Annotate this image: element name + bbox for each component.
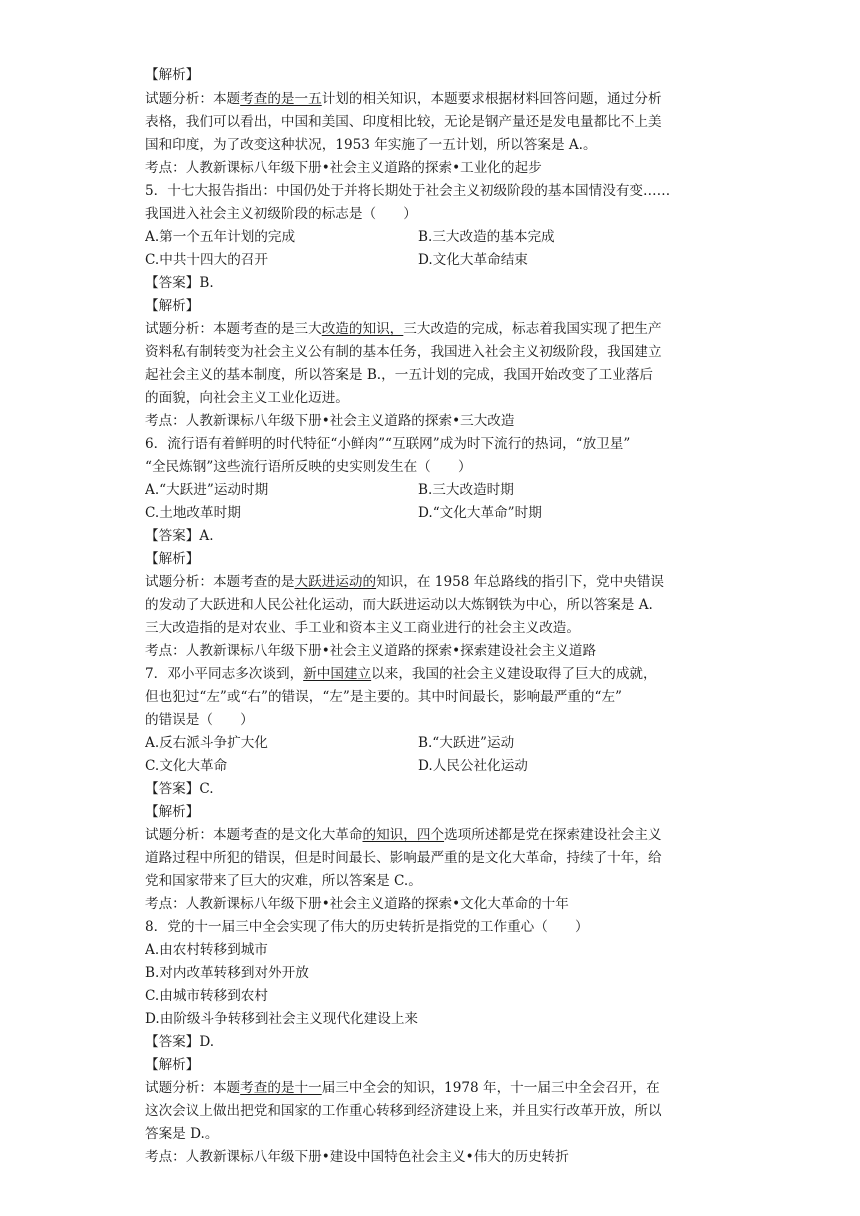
question-7-stem bbox=[145, 663, 725, 685]
text-span: 7．邓小平同志多次谈到， bbox=[145, 666, 304, 682]
analysis-paragraph bbox=[145, 318, 725, 340]
text-span: 届三中全会的知识，1978 年，十一届三中全会召开，在 bbox=[321, 1080, 660, 1096]
text-span: 试题分析：本题 bbox=[145, 1080, 241, 1096]
underlined-text: 考查的是一五 bbox=[240, 91, 322, 107]
question-6-option-b: B.三大改造时期 bbox=[418, 482, 514, 498]
text-span: 知识，在 1958 年总路线的指引下，党中央错误 bbox=[376, 574, 665, 590]
analysis-paragraph: 的面貌，向社会主义工业化迈进。 bbox=[145, 390, 349, 406]
analysis-paragraph: 这次会议上做出把党和国家的工作重心转移到经济建设上来，并且实行改革开放，所以 bbox=[145, 1103, 662, 1119]
analysis-paragraph: 道路过程中所犯的错误，但是时间最长、影响最严重的是文化大革命，持续了十年，给 bbox=[145, 850, 662, 866]
analysis-heading: 【解析】 bbox=[145, 551, 200, 567]
question-7-stem: 但也犯过“左”或“右”的错误，“左”是主要的。其中时间最长，影响最严重的“左” bbox=[145, 689, 623, 705]
question-7-option-d: D.人民公社化运动 bbox=[418, 758, 528, 774]
analysis-heading: 【解析】 bbox=[145, 1057, 200, 1073]
text-span: 以来，我国的社会主义建设取得了巨大的成就， bbox=[371, 666, 657, 682]
question-8-option-a: A.由农村转移到城市 bbox=[145, 942, 268, 958]
question-6-option-a: A.“大跃进”运动时期 bbox=[145, 482, 269, 498]
question-7-option-c: C.文化大革命 bbox=[145, 758, 228, 774]
question-6-option-c: C.土地改革时期 bbox=[145, 505, 241, 521]
answer-line: 【答案】D. bbox=[145, 1034, 215, 1050]
analysis-paragraph: 国和印度，为了改变这种状况，1953 年实施了一五计划，所以答案是 A.。 bbox=[145, 137, 597, 153]
question-5-option-c: C.中共十四大的召开 bbox=[145, 252, 268, 268]
text-span: 试题分析：本题 bbox=[145, 91, 241, 107]
question-7-stem: 的错误是（ ） bbox=[145, 712, 254, 728]
analysis-paragraph bbox=[145, 1077, 725, 1099]
question-7-option-b: B.“大跃进”运动 bbox=[418, 735, 515, 751]
question-5-option-a: A.第一个五年计划的完成 bbox=[145, 229, 296, 245]
question-8-option-c: C.由城市转移到农村 bbox=[145, 988, 268, 1004]
underlined-text: 考查的是十一 bbox=[240, 1080, 322, 1096]
knowledge-point: 考点：人教新课标八年级下册•社会主义道路的探索•工业化的起步 bbox=[145, 160, 542, 176]
text-span: 试题分析：本题考查的是文化大革命 bbox=[145, 827, 363, 843]
analysis-paragraph bbox=[145, 824, 725, 846]
answer-line: 【答案】B. bbox=[145, 275, 214, 291]
question-6-stem: 6．流行语有着鲜明的时代特征“小鲜肉”“互联网”成为时下流行的热词，“放卫星” bbox=[145, 436, 631, 452]
answer-line: 【答案】A. bbox=[145, 528, 214, 544]
analysis-heading: 【解析】 bbox=[145, 298, 200, 314]
analysis-heading-text: 【解析】 bbox=[145, 67, 200, 83]
underlined-text: 改造的知识， bbox=[321, 321, 404, 337]
text-span: 三大改造的完成，标志着我国实现了把生产 bbox=[403, 321, 662, 337]
text-span: 选项所述都是党在探索建设社会主义 bbox=[444, 827, 662, 843]
text-span: 试题分析：本题考查的是三大 bbox=[145, 321, 322, 337]
analysis-paragraph: 起社会主义的基本制度，所以答案是 B.，一五计划的完成，我国开始改变了工业落后 bbox=[145, 367, 654, 383]
question-6-option-d: D.“文化大革命”时期 bbox=[418, 505, 542, 521]
question-5-stem: 5．十七大报告指出：中国仍处于并将长期处于社会主义初级阶段的基本国情没有变…… bbox=[145, 183, 671, 199]
underlined-text: 新中国建立 bbox=[303, 666, 372, 682]
knowledge-point: 考点：人教新课标八年级下册•社会主义道路的探索•文化大革命的十年 bbox=[145, 896, 569, 912]
analysis-heading: 【解析】 bbox=[145, 804, 200, 820]
analysis-paragraph: 答案是 D.。 bbox=[145, 1126, 219, 1142]
question-7-option-a: A.反右派斗争扩大化 bbox=[145, 735, 268, 751]
text-span: 计划的相关知识，本题要求根据材料回答问题，通过分析 bbox=[321, 91, 662, 107]
question-5-option-b: B.三大改造的基本完成 bbox=[418, 229, 555, 245]
knowledge-point: 考点：人教新课标八年级下册•建设中国特色社会主义•伟大的历史转折 bbox=[145, 1149, 569, 1165]
underlined-text: 大跃进运动的 bbox=[294, 574, 377, 590]
question-5-option-d: D.文化大革命结束 bbox=[418, 252, 528, 268]
text-span: 试题分析：本题考查的是 bbox=[145, 574, 295, 590]
question-8-option-b: B.对内改革转移到对外开放 bbox=[145, 965, 309, 981]
question-8-option-d: D.由阶级斗争转移到社会主义现代化建设上来 bbox=[145, 1011, 419, 1027]
analysis-paragraph bbox=[145, 571, 725, 593]
underlined-text: 的知识，四个 bbox=[362, 827, 445, 843]
analysis-paragraph: 三大改造指的是对农业、手工业和资本主义工商业进行的社会主义改造。 bbox=[145, 620, 580, 636]
analysis-paragraph: 的发动了大跃进和人民公社化运动，而大跃进运动以大炼钢铁为中心，所以答案是 A. bbox=[145, 597, 653, 613]
answer-line: 【答案】C. bbox=[145, 781, 214, 797]
analysis-paragraph: 表格，我们可以看出，中国和美国、印度相比较，无论是钢产量还是发电量都比不上美 bbox=[145, 114, 662, 130]
analysis-paragraph: 资料私有制转变为社会主义公有制的基本任务，我国进入社会主义初级阶段，我国建立 bbox=[145, 344, 662, 360]
analysis-paragraph bbox=[145, 88, 725, 110]
analysis-paragraph: 党和国家带来了巨大的灾难，所以答案是 C.。 bbox=[145, 873, 422, 889]
question-8-stem: 8．党的十一届三中全会实现了伟大的历史转折是指党的工作重心（ ） bbox=[145, 919, 589, 935]
knowledge-point: 考点：人教新课标八年级下册•社会主义道路的探索•探索建设社会主义道路 bbox=[145, 643, 597, 659]
analysis-heading bbox=[145, 64, 725, 86]
question-5-stem: 我国进入社会主义初级阶段的标志是（ ） bbox=[145, 206, 417, 222]
question-6-stem: “全民炼钢”这些流行语所反映的史实则发生在（ ） bbox=[145, 459, 472, 475]
knowledge-point: 考点：人教新课标八年级下册•社会主义道路的探索•三大改造 bbox=[145, 413, 515, 429]
